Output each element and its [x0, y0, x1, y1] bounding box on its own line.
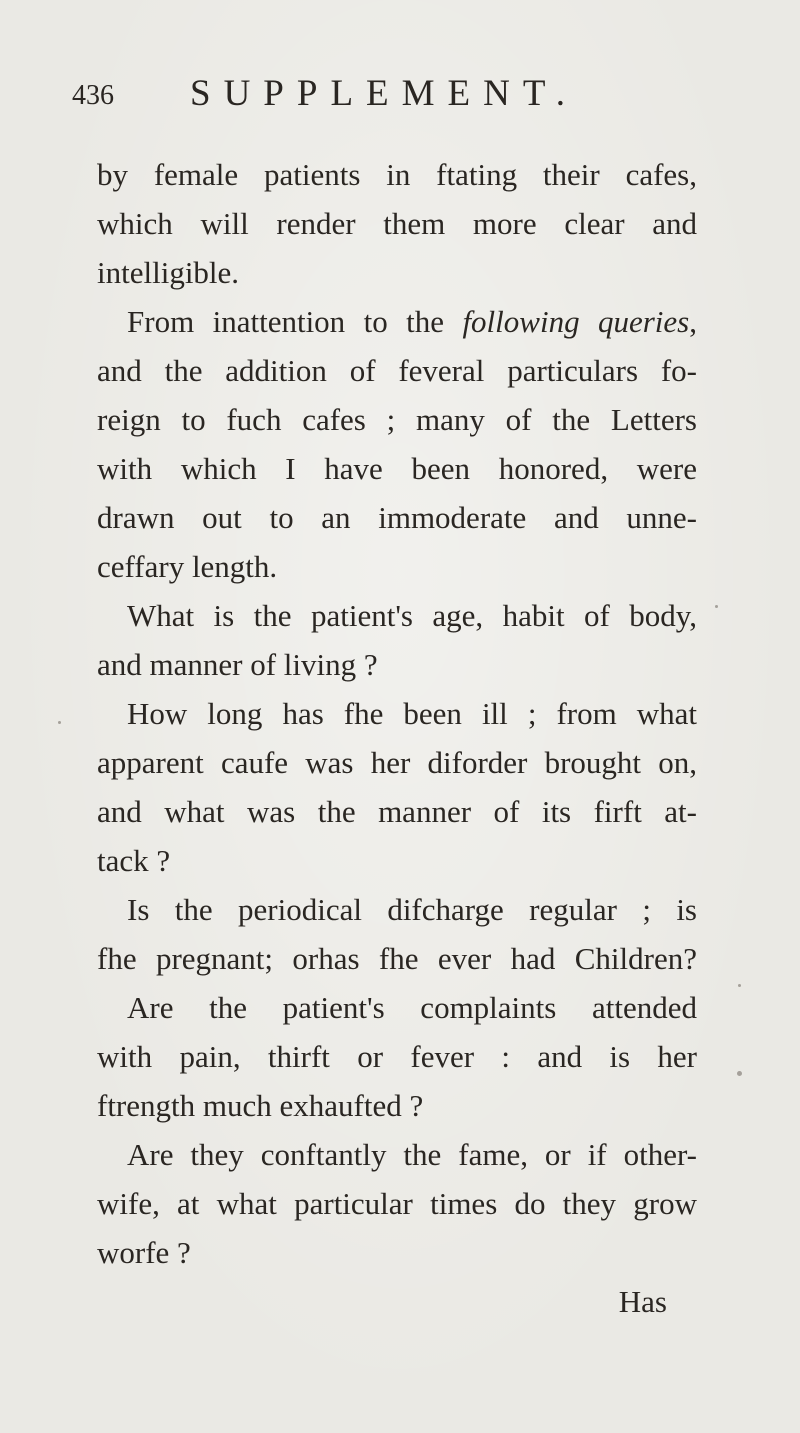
- page-number: 436: [72, 80, 114, 111]
- text-segment: ,: [689, 304, 697, 339]
- text-segment: From inattention to the: [127, 304, 463, 339]
- text-line: worfe ?: [97, 1235, 191, 1270]
- body-text: [97, 150, 697, 1326]
- text-line: [97, 297, 697, 346]
- text-line: intelligible.: [97, 255, 240, 290]
- text-line: which will render them more clear and: [97, 206, 697, 241]
- page-header: [0, 72, 800, 122]
- text-line: ftrength much exhaufted ?: [97, 1088, 424, 1123]
- text-line: apparent caufe was her diforder brought on,: [97, 745, 697, 780]
- text-line: ceffary length.: [97, 549, 278, 584]
- paper-speck: [738, 984, 741, 987]
- text-line: reign to fuch cafes ; many of the Letters: [97, 402, 697, 437]
- text-line: wife, at what particular times do they grow: [97, 1186, 697, 1221]
- text-line: Are they conftantly the fame, or if other-: [127, 1137, 697, 1172]
- paper-speck: [737, 1071, 742, 1076]
- text-line: How long has fhe been ill ; from what: [127, 696, 697, 731]
- paper-speck: [715, 605, 718, 608]
- text-line: and what was the manner of its firft at-: [97, 794, 697, 829]
- text-line: with which I have been honored, were: [97, 451, 697, 486]
- italic-phrase: following queries: [462, 304, 690, 339]
- paper-speck: [58, 721, 61, 724]
- catchword: Has: [618, 1284, 667, 1319]
- text-line: Are the patient's complaints attended: [127, 990, 697, 1025]
- text-line: What is the patient's age, habit of body,: [127, 598, 697, 633]
- text-line: fhe pregnant; orhas fhe ever had Children?: [97, 941, 697, 976]
- text-line: by female patients in ftating their cafes,: [97, 157, 697, 192]
- text-line: drawn out to an immoderate and unne-: [97, 500, 697, 535]
- text-line: and the addition of feveral particulars fo-: [97, 353, 697, 388]
- text-line: tack ?: [97, 843, 171, 878]
- text-line: with pain, thirft or fever : and is her: [97, 1039, 697, 1074]
- text-line: Is the periodical difcharge regular ; is: [127, 892, 697, 927]
- running-head: SUPPLEMENT.: [190, 73, 578, 114]
- text-line: and manner of living ?: [97, 647, 378, 682]
